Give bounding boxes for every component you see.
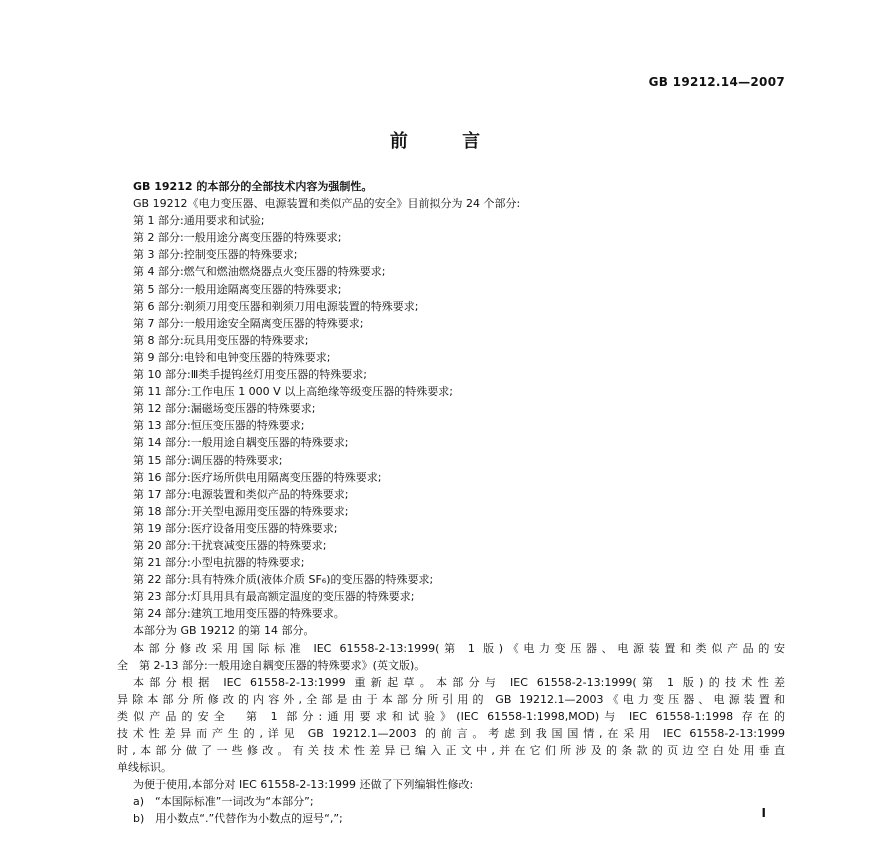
part-list-item: 第 20 部分:干扰衰减变压器的特殊要求; bbox=[133, 538, 327, 552]
editorial-intro: 为便于使用,本部分对 IEC 61558-2-13:1999 还做了下列编辑性修改: bbox=[133, 778, 474, 792]
part-list-item: 第 24 部分:建筑工地用变压器的特殊要求。 bbox=[133, 607, 345, 621]
part-list-item: 第 8 部分:玩具用变压器的特殊要求; bbox=[133, 333, 309, 347]
part-list-item: 第 9 部分:电铃和电钟变压器的特殊要求; bbox=[133, 350, 331, 364]
part-list-item: 第 15 部分:调压器的特殊要求; bbox=[133, 453, 283, 467]
redraft-paragraph-line: 本部分根据 IEC 61558-2-13:1999 重新起草。本部分与 IEC 61558-2-13:1999(第 1 版)的技术性差 bbox=[133, 675, 785, 689]
part-list-item: 第 21 部分:小型电抗器的特殊要求; bbox=[133, 556, 305, 570]
part-list-item: 第 2 部分:一般用途分离变压器的特殊要求; bbox=[133, 231, 342, 245]
part-list-item: 第 22 部分:具有特殊介质(液体介质 SF₆)的变压器的特殊要求; bbox=[133, 573, 434, 587]
part-list-item: 第 16 部分:医疗场所供电用隔离变压器的特殊要求; bbox=[133, 470, 382, 484]
redraft-paragraph-line: 类似产品的安全 第 1 部分:通用要求和试验》(IEC 61558-1:1998,MOD)与 IEC 61558-1:1998 存在的 bbox=[117, 709, 785, 723]
part-list-item: 第 17 部分:电源装置和类似产品的特殊要求; bbox=[133, 487, 349, 501]
page-title: 前 言 bbox=[389, 131, 505, 152]
part-list-item: 第 18 部分:开关型电源用变压器的特殊要求; bbox=[133, 504, 349, 518]
series-intro: GB 19212《电力变压器、电源装置和类似产品的安全》目前拟分为 24 个部分: bbox=[133, 197, 521, 211]
part-list-item: 第 1 部分:通用要求和试验; bbox=[133, 214, 265, 228]
redraft-paragraph-line: 单线标识。 bbox=[117, 761, 172, 775]
part-list-item: 第 14 部分:一般用途自耦变压器的特殊要求; bbox=[133, 436, 349, 450]
parts-list bbox=[117, 212, 785, 622]
part-statement: 本部分为 GB 19212 的第 14 部分。 bbox=[133, 624, 315, 638]
redraft-paragraph-line: 时,本部分做了一些修改。有关技术性差异已编入正文中,并在它们所涉及的条款的页边空白处用垂直 bbox=[117, 744, 785, 758]
redraft-paragraph-line: 技术性差异而产生的,详见 GB 19212.1—2003 的前言。考虑到我国国情,在采用 IEC 61558-2-13:1999 bbox=[117, 727, 785, 740]
part-list-item: 第 7 部分:一般用途安全隔离变压器的特殊要求; bbox=[133, 316, 364, 330]
editorial-item-b: b) 用小数点“.”代替作为小数点的逗号“,”; bbox=[133, 812, 343, 826]
part-list-item: 第 10 部分:Ⅲ类手提钨丝灯用变压器的特殊要求; bbox=[133, 368, 367, 382]
adoption-paragraph-line: 全 第 2-13 部分:一般用途自耦变压器的特殊要求》(英文版)。 bbox=[117, 658, 426, 672]
redraft-paragraph-line: 异除本部分所修改的内容外,全部是由于本部分所引用的 GB 19212.1—2003《电力变压器、电源装置和 bbox=[117, 692, 785, 706]
adoption-paragraph-line: 本部分修改采用国际标准 IEC 61558-2-13:1999(第 1 版)《电力变压器、电源装置和类似产品的安 bbox=[133, 641, 785, 655]
part-list-item: 第 12 部分:漏磁场变压器的特殊要求; bbox=[133, 402, 316, 416]
part-list-item: 第 4 部分:燃气和燃油燃烧器点火变压器的特殊要求; bbox=[133, 265, 386, 279]
part-list-item: 第 13 部分:恒压变压器的特殊要求; bbox=[133, 419, 305, 433]
standard-number: GB 19212.14—2007 bbox=[648, 75, 785, 89]
part-list-item: 第 23 部分:灯具用具有最高额定温度的变压器的特殊要求; bbox=[133, 590, 415, 604]
part-list-item: 第 3 部分:控制变压器的特殊要求; bbox=[133, 248, 298, 262]
editorial-item-a: a) “本国际标准”一词改为“本部分”; bbox=[133, 795, 314, 809]
page-number: I bbox=[761, 806, 766, 820]
mandatory-statement: GB 19212 的本部分的全部技术内容为强制性。 bbox=[133, 180, 373, 193]
part-list-item: 第 11 部分:工作电压 1 000 V 以上高绝缘等级变压器的特殊要求; bbox=[133, 385, 453, 399]
part-list-item: 第 5 部分:一般用途隔离变压器的特殊要求; bbox=[133, 282, 342, 296]
part-list-item: 第 6 部分:剃须刀用变压器和剃须刀用电源装置的特殊要求; bbox=[133, 299, 419, 313]
preface-body bbox=[117, 178, 785, 828]
part-list-item: 第 19 部分:医疗设备用变压器的特殊要求; bbox=[133, 521, 338, 535]
